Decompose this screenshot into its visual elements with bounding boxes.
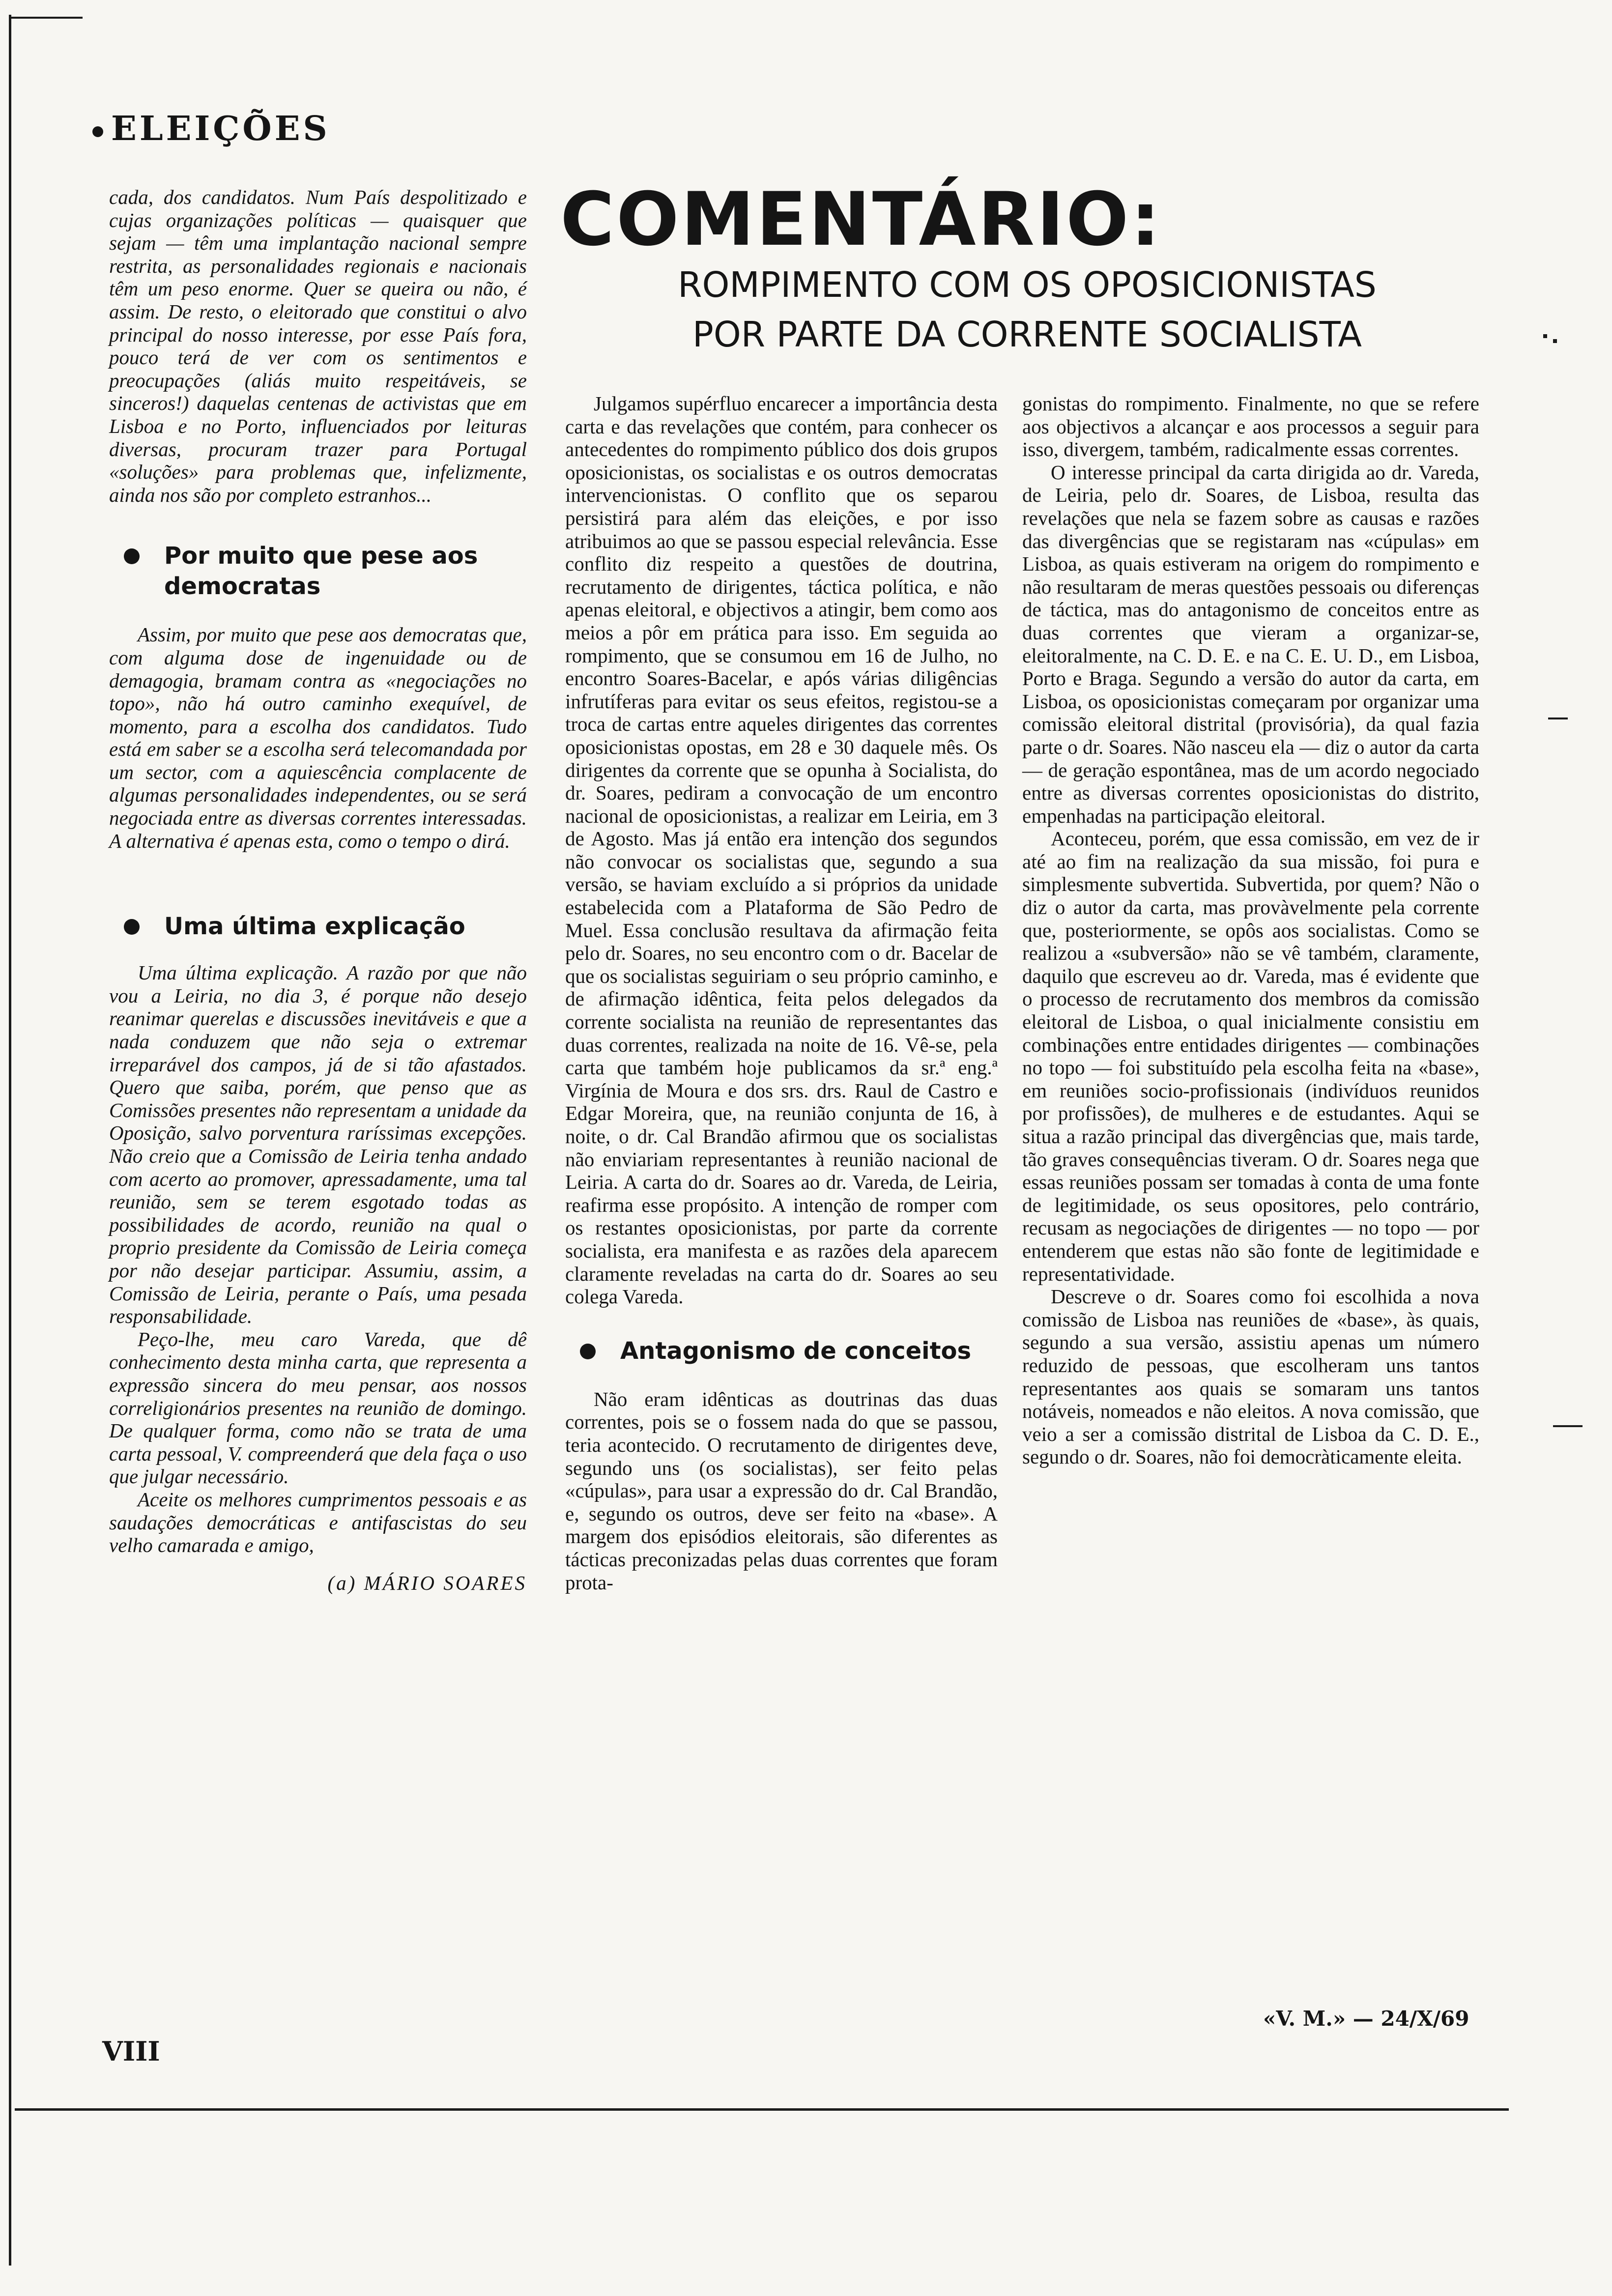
scan-mark — [1553, 339, 1557, 343]
left-column — [109, 186, 527, 1594]
commentary-paragraph: gonistas do rompimento. Finalmente, no que se refere aos objectivos a alcançar e aos processos a seguir para isso, divergem, também, radicalmente essas correntes. — [1022, 392, 1479, 461]
scan-mark — [1548, 718, 1568, 719]
right-column — [1022, 392, 1479, 1468]
letter-paragraph: Assim, por muito que pese aos democratas que, com alguma dose de ingenuidade ou de demagogia, bramam contra as «negociações no topo», não há outro caminho exequível, de momento, para a escolha dos candidatos. Tudo está em saber se a escolha será telecomandada por um sector, com a aquiescência complacente de algumas personalidades independentes, ou se será negociada entre as diversas correntes interessadas. A alternativa é apenas esta, como o tempo o dirá. — [109, 623, 527, 852]
letter-intro-paragraph: cada, dos candidatos. Num País despolitizado e cujas organizações políticas — quaisquer que sejam — têm uma implantação nacional sempre restrita, as personalidades regionais e nacionais têm um peso enorme. Quer se queira ou não, é assim. De resto, o eleitorado que constitui o alvo principal do nosso interesse, por esse País fora, pouco terá de ver com os sentimentos e preocupações (aliás muito respeitáveis, se sinceros!) daquelas centenas de activistas que em Lisboa e no Porto, influenciados por leituras diversas, procuram trazer para Portugal «soluções» para problemas que, infelizmente, ainda nos são por completo estranhos... — [109, 186, 527, 506]
subheading-text: Por muito que pese aos democratas — [164, 542, 478, 601]
bullet-icon — [580, 1344, 596, 1359]
letter-paragraph: Uma última explicação. A razão por que não vou a Leiria, no dia 3, é porque não desejo reanimar querelas e discussões inevitáveis e que a nada conduzem que não seja o extremar irreparável dos campos, já de si tão afastados. Quero que saiba, porém, que penso que as Comissões presentes não representam a unidade da Oposição, salvo porventura raríssimas excepções. Não creio que a Comissão de Leiria tenha andado com acerto ao promover, apressadamente, uma tal reunião, sem se terem esgotado todas as possibilidades de acordo, reunião na qual o proprio presidente da Comissão de Leiria começa por não desejar participar. Assumiu, assim, a Comissão de Leiria, perante o País, uma pesada responsabilidade. — [109, 961, 527, 1328]
scan-mark — [1553, 1425, 1583, 1427]
commentary-paragraph: O interesse principal da carta dirigida ao dr. Vareda, de Leiria, pelo dr. Soares, de Lisboa, resulta das revelações que nela se fazem sobre as causas e razões das divergências que se registaram nas «cúpulas» em Lisboa, as quais estiveram na origem do rompimento e não resultaram de meras questões pessoais ou diferenças de táctica, mas do antagonismo de conceitos entre as duas correntes que vieram a organizar-se, eleitoralmente, na C. D. E. e na C. E. U. D., em Lisboa, Porto e Braga. Segundo a versão do autor da carta, em Lisboa, os oposicionistas começaram por organizar uma comissão eleitoral distrital (provisória), da qual fazia parte o dr. Soares. Não nasceu ela — diz o autor da carta — de geração espontânea, mas de um acordo negociado entre as diversas correntes oposicionistas do distrito, empenhadas na participação eleitoral. — [1022, 460, 1479, 827]
commentary-paragraph: Descreve o dr. Soares como foi escolhida a nova comissão de Lisboa nas reuniões de «base», às quais, segundo a sua versão, assistiu apenas um número reduzido de pessoas, que escolheram uns tantos representantes aos quais se somaram uns tantos notáveis, nomeados e não eleitos. A nova comissão, que veio a ser a comissão distrital de Lisboa da C. D. E., segundo o dr. Soares, não foi democràticamente eleita. — [1022, 1285, 1479, 1468]
subheading-text: Uma última explicação — [164, 913, 465, 941]
page-number: VIII — [102, 2036, 160, 2067]
commentary-paragraph: Julgamos supérfluo encarecer a importância desta carta e das revelações que contém, para conhecer os antecedentes do rompimento público dos dois grupos oposicionistas, os socialistas e os outros democratas intervencionistas. O conflito que os separou persistirá para além das eleições, e por isso atribuimos ao que se passou especial relevância. Esse conflito diz respeito a questões de doutrina, recrutamento de dirigentes, táctica política, e não apenas eleitoral, e objectivos a atingir, bem como aos meios a pôr em prática para isso. Em seguida ao rompimento, que se consumou em 16 de Julho, no encontro Soares-Bacelar, e após várias diligências infrutíferas para evitar os seus efeitos, registou-se a troca de cartas entre aqueles dirigentes das correntes oposicionistas opostas, em 28 e 30 daquele mês. Os dirigentes da corrente que se opunha à Socialista, do dr. Soares, pediram a convocação de um encontro nacional de oposicionistas, a realizar em Leiria, em 3 de Agosto. Mas já então era intenção dos segundos não convocar os socialistas que, segundo a sua versão, se haviam excluído a si próprios da unidade estabelecida com a Plataforma de São Pedro de Muel. Essa conclusão resultava da afirmação feita pelo dr. Soares, no seu encontro com o dr. Bacelar de que os socialistas seguiriam o seu próprio caminho, e de afirmação idêntica, feita pelos delegados da corrente socialista na reunião de representantes das duas correntes, realizada na noite de 16. Vê-se, pela carta que também hoje publicamos da sr.ª eng.ª Virgínia de Moura e dos srs. drs. Raul de Castro e Edgar Moreira, que, na reunião conjunta de 16, à noite, o dr. Cal Brandão afirmou que os socialistas não enviariam representantes à reunião nacional de Leiria. A carta do dr. Soares ao dr. Vareda, de Leiria, reafirma esse propósito. A intenção de romper com os restantes oposicionistas, por parte da corrente socialista, era manifesta e as razões dela aparecem claramente reveladas na carta do dr. Soares ao seu colega Vareda. — [565, 392, 998, 1308]
page-border-line — [9, 15, 11, 2266]
article-title: COMENTÁRIO: — [560, 177, 1162, 262]
letter-signature: (a) MÁRIO SOARES — [327, 1571, 527, 1594]
article-subtitle-line-1: ROMPIMENTO COM OS OPOSICIONISTAS — [678, 264, 1377, 305]
bullet-icon — [124, 548, 140, 564]
subheading-por-muito-que-pese — [109, 541, 527, 602]
section-header — [92, 109, 330, 148]
section-header-label: ELEIÇÕES — [111, 109, 330, 148]
source-citation: «V. M.» — 24/X/69 — [1263, 2007, 1469, 2031]
letter-paragraph: Aceite os melhores cumprimentos pessoais e as saudações democráticas e antifascistas do seu velho camarada e amigo, — [109, 1488, 527, 1557]
letter-paragraph: Peço-lhe, meu caro Vareda, que dê conhecimento desta minha carta, que representa a expressão sincera do meu pensar, aos nossos correligionários presentes na reunião de domingo. De qualquer forma, como não se trata de uma carta pessoal, V. compreenderá que dela faça o uso que julgar necessário. — [109, 1327, 527, 1488]
subheading-antagonismo-de-conceitos — [565, 1336, 998, 1366]
commentary-paragraph: Não eram idênticas as doutrinas das duas correntes, pois se o fossem nada do que se passou, teria acontecido. O recrutamento de dirigentes deve, segundo uns (os socialistas), ser feito pelas «cúpulas», para usar a expressão do dr. Cal Brandão, e, segundo os outros, deve ser feito na «base». A margem dos episódios eleitorais, são diferentes as tácticas preconizadas pelas duas correntes que foram prota- — [565, 1387, 998, 1594]
subheading-ultima-explicacao — [109, 911, 527, 942]
bullet-icon — [124, 919, 140, 935]
middle-column — [565, 392, 998, 1594]
article-subtitle-line-2: POR PARTE DA CORRENTE SOCIALISTA — [692, 314, 1362, 355]
commentary-paragraph: Aconteceu, porém, que essa comissão, em vez de ir até ao fim na realização da sua missão, foi pura e simplesmente subvertida. Subvertida, por quem? Não o diz o autor da carta, mas provàvelmente pela corrente que, posteriormente, se opôs aos socialistas. Como se realizou a «subversão» não se vê também, claramente, daquilo que escreveu ao dr. Vareda, mas é evidente que o processo de recrutamento dos membros da comissão eleitoral de Lisboa, o qual inicialmente consistiu em combinações entre entidades dirigentes — combinações no topo — foi substituído pela escolha feita na «base», em reuniões socio-profissionais (indivíduos reunidos por profissões), de mulheres e de estudantes. Aqui se situa a razão principal das divergências que, mais tarde, tão graves consequências tiveram. O dr. Soares nega que essas reuniões possam ser tomadas à conta de uma fonte de legitimidade, os seus opositores, pelo contrário, recusam as negociações de dirigentes — no topo — por entenderem que estas não são fonte de legitimidade e representatividade. — [1022, 827, 1479, 1285]
scan-mark — [1543, 334, 1547, 338]
subheading-text: Antagonismo de conceitos — [620, 1337, 972, 1365]
bullet-icon — [92, 126, 103, 137]
bottom-rule — [15, 2108, 1509, 2111]
page-corner-mark — [9, 17, 83, 19]
